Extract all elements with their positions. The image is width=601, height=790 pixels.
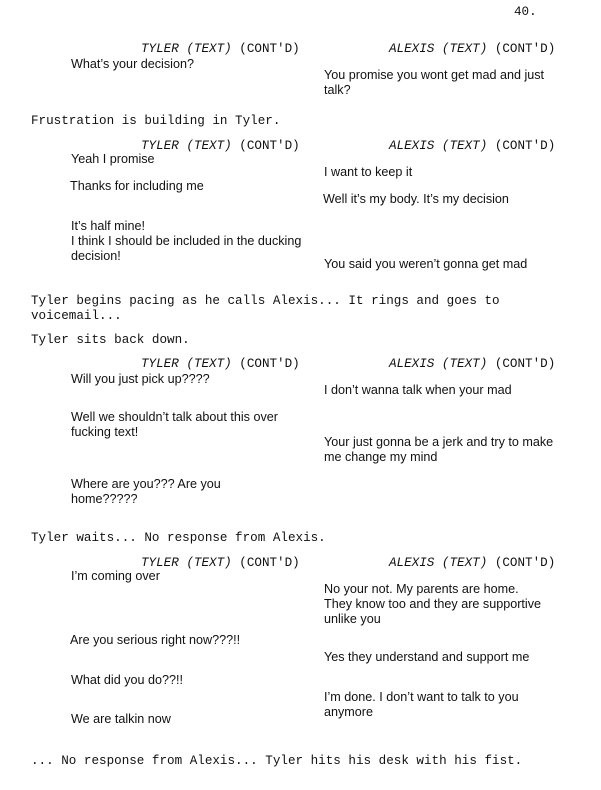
cue-name: TYLER (TEXT) [141, 42, 232, 56]
action-line: Tyler begins pacing as he calls Alexis... It rings and goes to voicemail... [31, 294, 508, 323]
dialogue-line-alexis: Your just gonna be a jerk and try to make me change my mind [324, 435, 554, 464]
cue-name: TYLER (TEXT) [141, 139, 232, 153]
cue-extension: (CONT'D) [494, 139, 556, 153]
cue-extension: (CONT'D) [239, 556, 300, 570]
cue-extension: (CONT'D) [239, 42, 300, 56]
dialogue-line-tyler: Well we shouldn’t talk about this over fucking text! [71, 410, 278, 439]
dialogue-line-tyler: I’m coming over [71, 569, 160, 583]
dialogue-line-tyler: Yeah I promise [71, 152, 155, 166]
dialogue-line-tyler: What’s your decision? [71, 57, 194, 71]
dialogue-line-tyler: What did you do??!! [71, 673, 184, 687]
cue-alexis [389, 357, 555, 372]
cue-extension: (CONT'D) [494, 556, 556, 570]
cue-name: TYLER (TEXT) [141, 357, 232, 371]
cue-name: ALEXIS (TEXT) [389, 357, 488, 371]
cue-alexis [389, 139, 555, 154]
cue-name: ALEXIS (TEXT) [389, 42, 488, 56]
action-line: Tyler waits... No response from Alexis. [31, 531, 326, 545]
cue-extension: (CONT'D) [239, 139, 300, 153]
dialogue-line-tyler: It’s half mine! I think I should be included in the ducking decision! [71, 219, 302, 263]
cue-extension: (CONT'D) [494, 357, 556, 371]
dialogue-line-alexis: Yes they understand and support me [324, 650, 530, 664]
cue-name: ALEXIS (TEXT) [389, 139, 488, 153]
cue-alexis [389, 42, 555, 57]
dialogue-line-alexis: I’m done. I don’t want to talk to you anymore [324, 690, 519, 719]
dialogue-line-tyler: Will you just pick up???? [71, 372, 210, 386]
cue-extension: (CONT'D) [239, 357, 300, 371]
dialogue-line-tyler: We are talkin now [71, 712, 171, 726]
dialogue-line-alexis: Well it’s my body. It’s my decision [323, 192, 509, 206]
dialogue-line-tyler: Thanks for including me [70, 179, 204, 193]
cue-name: TYLER (TEXT) [141, 556, 232, 570]
action-line: ... No response from Alexis... Tyler hits his desk with his fist. [31, 754, 523, 768]
cue-extension: (CONT'D) [494, 42, 556, 56]
cue-name: ALEXIS (TEXT) [389, 556, 488, 570]
cue-tyler [141, 42, 300, 57]
dialogue-line-alexis: No your not. My parents are home. They know too and they are supportive unlike you [324, 582, 542, 626]
dialogue-line-alexis: You said you weren’t gonna get mad [324, 257, 528, 271]
dialogue-line-alexis: I don’t wanna talk when your mad [324, 383, 512, 397]
dialogue-line-tyler: Are you serious right now???!! [70, 633, 241, 647]
dialogue-line-alexis: I want to keep it [324, 165, 413, 179]
action-line: Tyler sits back down. [31, 333, 190, 347]
page-number: 40. [514, 5, 537, 19]
action-line: Frustration is building in Tyler. [31, 114, 281, 128]
dialogue-line-tyler: Where are you??? Are you home????? [71, 477, 221, 506]
cue-tyler [141, 357, 300, 372]
dialogue-line-alexis: You promise you wont get mad and just talk? [324, 68, 545, 97]
cue-alexis [389, 556, 555, 571]
